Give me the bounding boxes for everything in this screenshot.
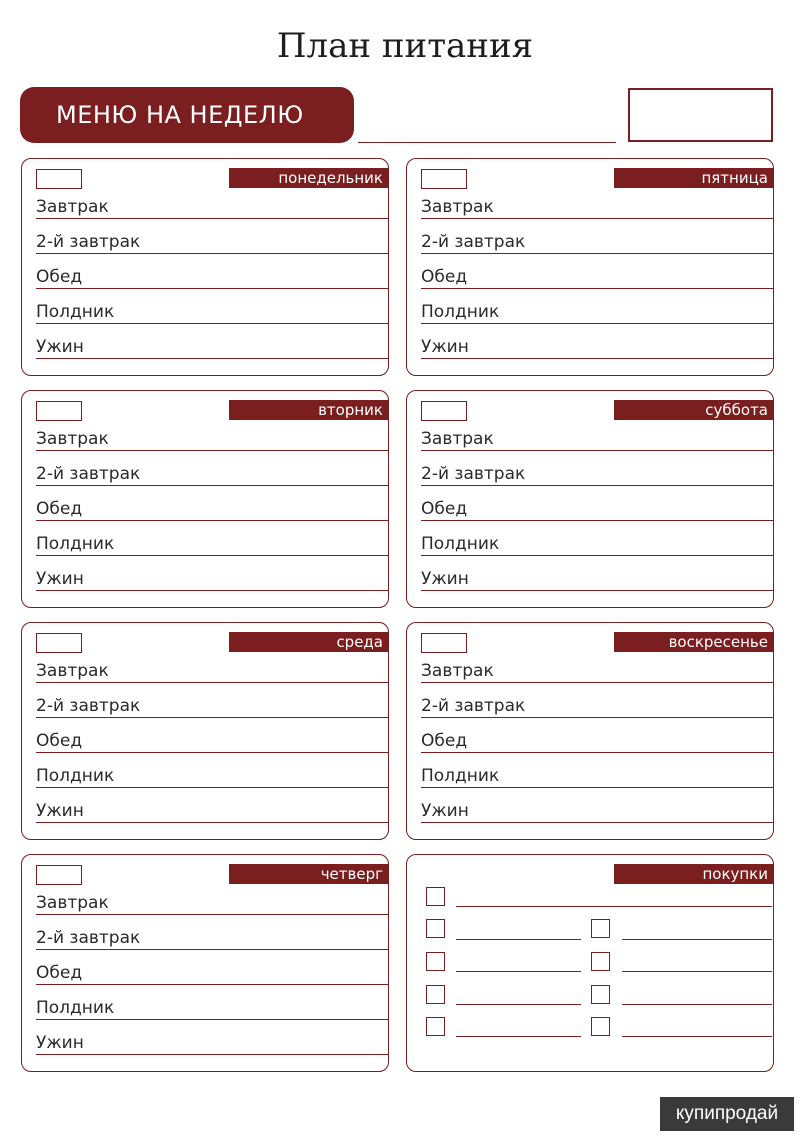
meal-row-snack[interactable]: Полдник (36, 753, 389, 788)
meal-row-lunch[interactable]: Обед (421, 254, 774, 289)
meal-row-dinner[interactable]: Ужин (421, 556, 774, 591)
meal-row-snack[interactable]: Полдник (36, 289, 389, 324)
meal-row-snack[interactable]: Полдник (421, 289, 774, 324)
meal-row-second-breakfast[interactable]: 2-й завтрак (36, 683, 389, 718)
shopping-line[interactable] (622, 971, 772, 972)
meal-row-breakfast[interactable]: Завтрак (421, 184, 774, 219)
meal-row-dinner[interactable]: Ужин (36, 788, 389, 823)
meal-row-snack[interactable]: Полдник (36, 985, 389, 1020)
day-label-wednesday: среда (229, 632, 389, 652)
shopping-line[interactable] (622, 1036, 772, 1037)
shopping-list-card (406, 854, 774, 1072)
shopping-checkbox[interactable] (591, 1017, 610, 1036)
meal-row-lunch[interactable]: Обед (36, 486, 389, 521)
shopping-line[interactable] (456, 1004, 581, 1005)
shopping-line[interactable] (456, 939, 581, 940)
meal-row-second-breakfast[interactable]: 2-й завтрак (36, 451, 389, 486)
week-menu-banner (20, 87, 354, 143)
meal-row-breakfast[interactable]: Завтрак (36, 648, 389, 683)
week-menu-banner-label: МЕНЮ НА НЕДЕЛЮ (56, 101, 304, 129)
shopping-line[interactable] (622, 939, 772, 940)
shopping-line[interactable] (456, 1036, 581, 1037)
meal-row-snack[interactable]: Полдник (36, 521, 389, 556)
meal-row-second-breakfast[interactable]: 2-й завтрак (421, 451, 774, 486)
meal-row-breakfast[interactable]: Завтрак (421, 416, 774, 451)
day-label-thursday: четверг (229, 864, 389, 884)
meal-row-breakfast[interactable]: Завтрак (36, 880, 389, 915)
meal-row-dinner[interactable]: Ужин (421, 788, 774, 823)
shopping-checkbox[interactable] (591, 985, 610, 1004)
meal-row-lunch[interactable]: Обед (36, 950, 389, 985)
meal-row-lunch[interactable]: Обед (421, 486, 774, 521)
day-card-sunday (406, 622, 774, 840)
day-label-friday: пятница (614, 168, 774, 188)
shopping-checkbox[interactable] (426, 1017, 445, 1036)
shopping-line[interactable] (456, 971, 581, 972)
shopping-checkbox[interactable] (426, 919, 445, 938)
meal-row-second-breakfast[interactable]: 2-й завтрак (421, 683, 774, 718)
day-card-tuesday (21, 390, 389, 608)
week-name-line[interactable] (358, 142, 616, 143)
day-card-thursday (21, 854, 389, 1072)
meal-row-dinner[interactable]: Ужин (421, 324, 774, 359)
shopping-checkbox[interactable] (426, 985, 445, 1004)
day-label-saturday: суббота (614, 400, 774, 420)
meal-row-breakfast[interactable]: Завтрак (36, 416, 389, 451)
meal-row-snack[interactable]: Полдник (421, 753, 774, 788)
page-title: План питания (276, 26, 534, 66)
watermark-text: купипродай (675, 1103, 779, 1124)
day-label-tuesday: вторник (229, 400, 389, 420)
meal-row-dinner[interactable]: Ужин (36, 556, 389, 591)
meal-row-lunch[interactable]: Обед (36, 718, 389, 753)
shopping-line[interactable] (456, 906, 772, 907)
meal-row-lunch[interactable]: Обед (421, 718, 774, 753)
day-card-wednesday (21, 622, 389, 840)
shopping-checkbox[interactable] (591, 952, 610, 971)
meal-row-dinner[interactable]: Ужин (36, 1020, 389, 1055)
shopping-list-label: покупки (614, 864, 774, 884)
shopping-checkbox[interactable] (591, 919, 610, 938)
meal-row-snack[interactable]: Полдник (421, 521, 774, 556)
day-card-monday (21, 158, 389, 376)
watermark-badge (660, 1097, 794, 1131)
shopping-checkbox[interactable] (426, 887, 445, 906)
day-card-saturday (406, 390, 774, 608)
meal-row-second-breakfast[interactable]: 2-й завтрак (36, 915, 389, 950)
meal-row-second-breakfast[interactable]: 2-й завтрак (36, 219, 389, 254)
shopping-line[interactable] (622, 1004, 772, 1005)
meal-row-second-breakfast[interactable]: 2-й завтрак (421, 219, 774, 254)
meal-row-breakfast[interactable]: Завтрак (421, 648, 774, 683)
day-label-monday: понедельник (229, 168, 389, 188)
meal-row-dinner[interactable]: Ужин (36, 324, 389, 359)
meal-row-lunch[interactable]: Обед (36, 254, 389, 289)
day-card-friday (406, 158, 774, 376)
day-label-sunday: воскресенье (614, 632, 774, 652)
shopping-checkbox[interactable] (426, 952, 445, 971)
meal-row-breakfast[interactable]: Завтрак (36, 184, 389, 219)
week-number-box[interactable] (628, 88, 773, 142)
